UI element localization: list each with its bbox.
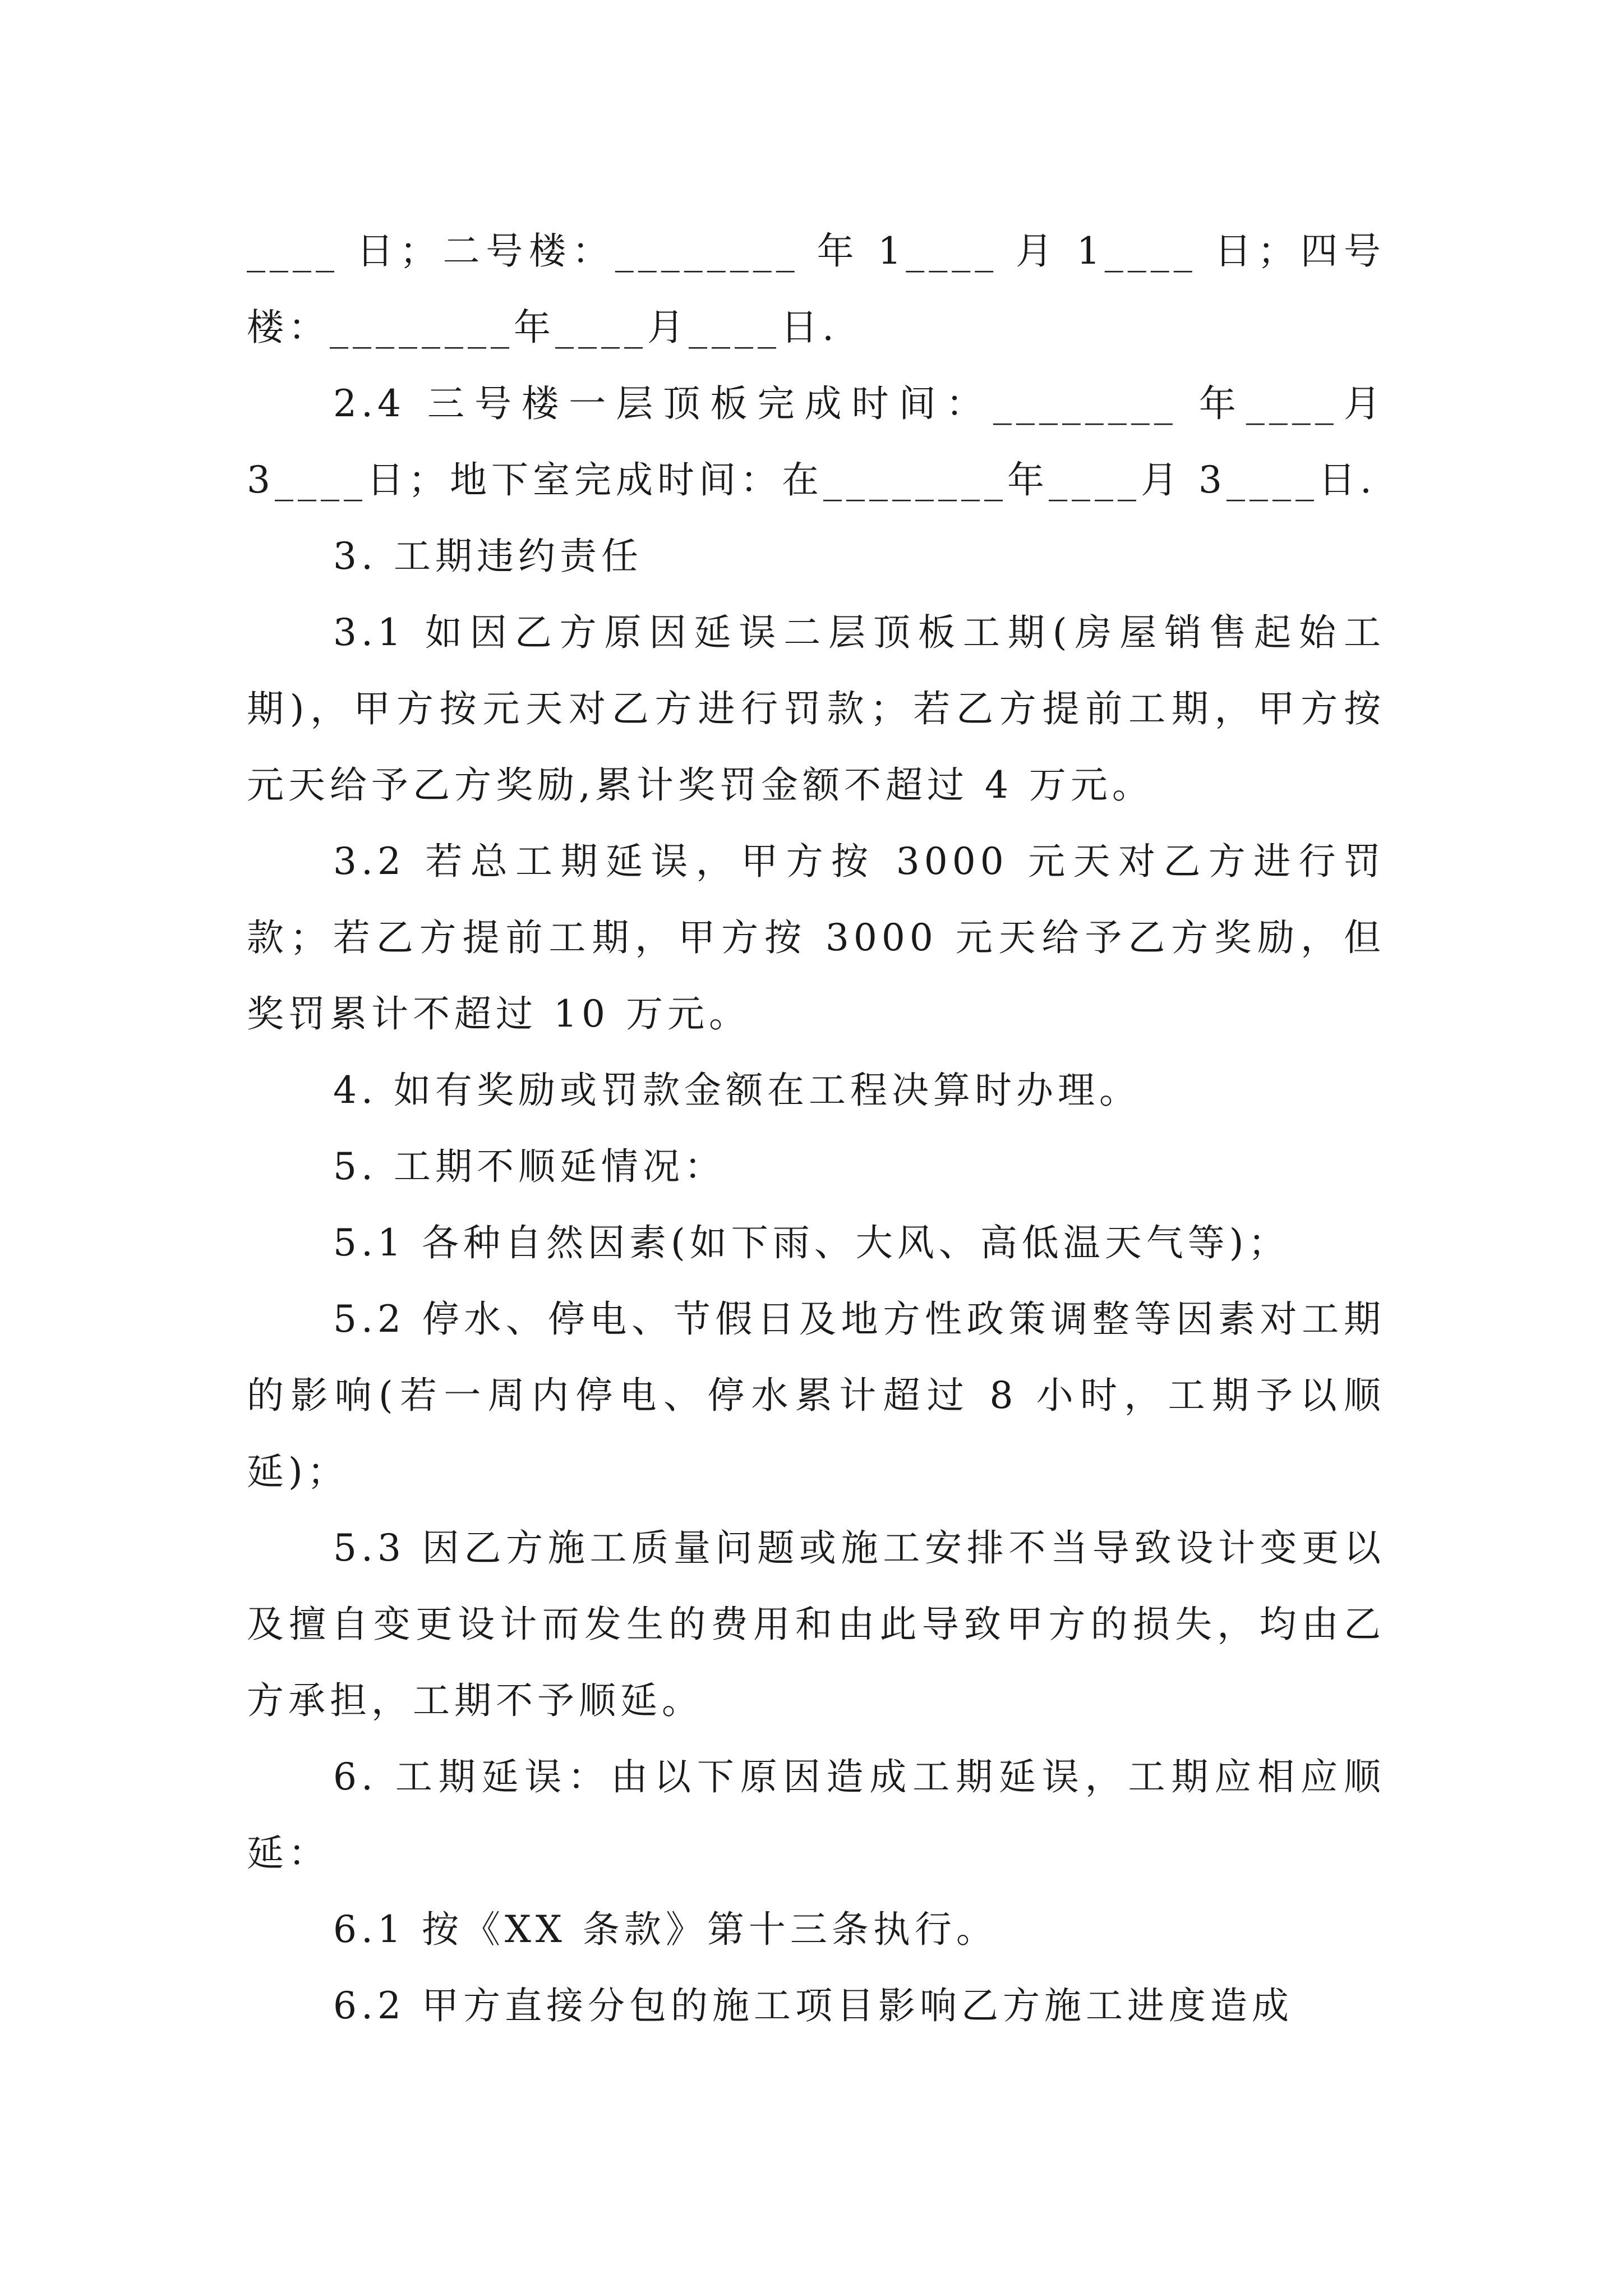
paragraph-6-1: 6.1 按《XX 条款》第十三条执行。 <box>333 1908 998 1951</box>
paragraph-5-1: 5.1 各种自然因素(如下雨、大风、高低温天气等)； <box>333 1221 1290 1264</box>
paragraph-dates-buildings: ____ 日；二号楼：________ 年 1____ 月 1____ 日；四号楼：________年____月____日. <box>247 229 1385 349</box>
paragraph-5-2: 5.2 停水、停电、节假日及地方性政策调整等因素对工期的影响(若一周内停电、停水累计超过 8 小时，工期予以顺延)； <box>247 1297 1385 1493</box>
heading-6-delay: 6. 工期延误：由以下原因造成工期延误，工期应相应顺延： <box>247 1755 1385 1875</box>
heading-5-no-extension: 5. 工期不顺延情况： <box>333 1145 726 1188</box>
paragraph-3-1: 3.1 如因乙方原因延误二层顶板工期(房屋销售起始工期)，甲方按元天对乙方进行罚款；若乙方提前工期，甲方按元天给予乙方奖励,累计奖罚金额不超过 4 万元。 <box>247 611 1385 807</box>
paragraph-6-2: 6.2 甲方直接分包的施工项目影响乙方施工进度造成 <box>333 1984 1293 2027</box>
paragraph-5-3: 5.3 因乙方施工质量问题或施工安排不当导致设计变更以及擅自变更设计而发生的费用和由此导致甲方的损失，均由乙方承担，工期不予顺延。 <box>247 1526 1385 1722</box>
paragraph-2-4: 2.4 三号楼一层顶板完成时间：________ 年____月 3____日；地下室完成时间：在________年____月 3____日. <box>247 382 1401 501</box>
paragraph-3-2: 3.2 若总工期延误，甲方按 3000 元天对乙方进行罚款；若乙方提前工期，甲方按 3000 元天给予乙方奖励，但奖罚累计不超过 10 万元。 <box>247 840 1385 1036</box>
heading-3-delay-liability: 3. 工期违约责任 <box>333 535 643 578</box>
paragraph-4: 4. 如有奖励或罚款金额在工程决算时办理。 <box>333 1069 1141 1112</box>
document-page <box>247 213 1401 2044</box>
